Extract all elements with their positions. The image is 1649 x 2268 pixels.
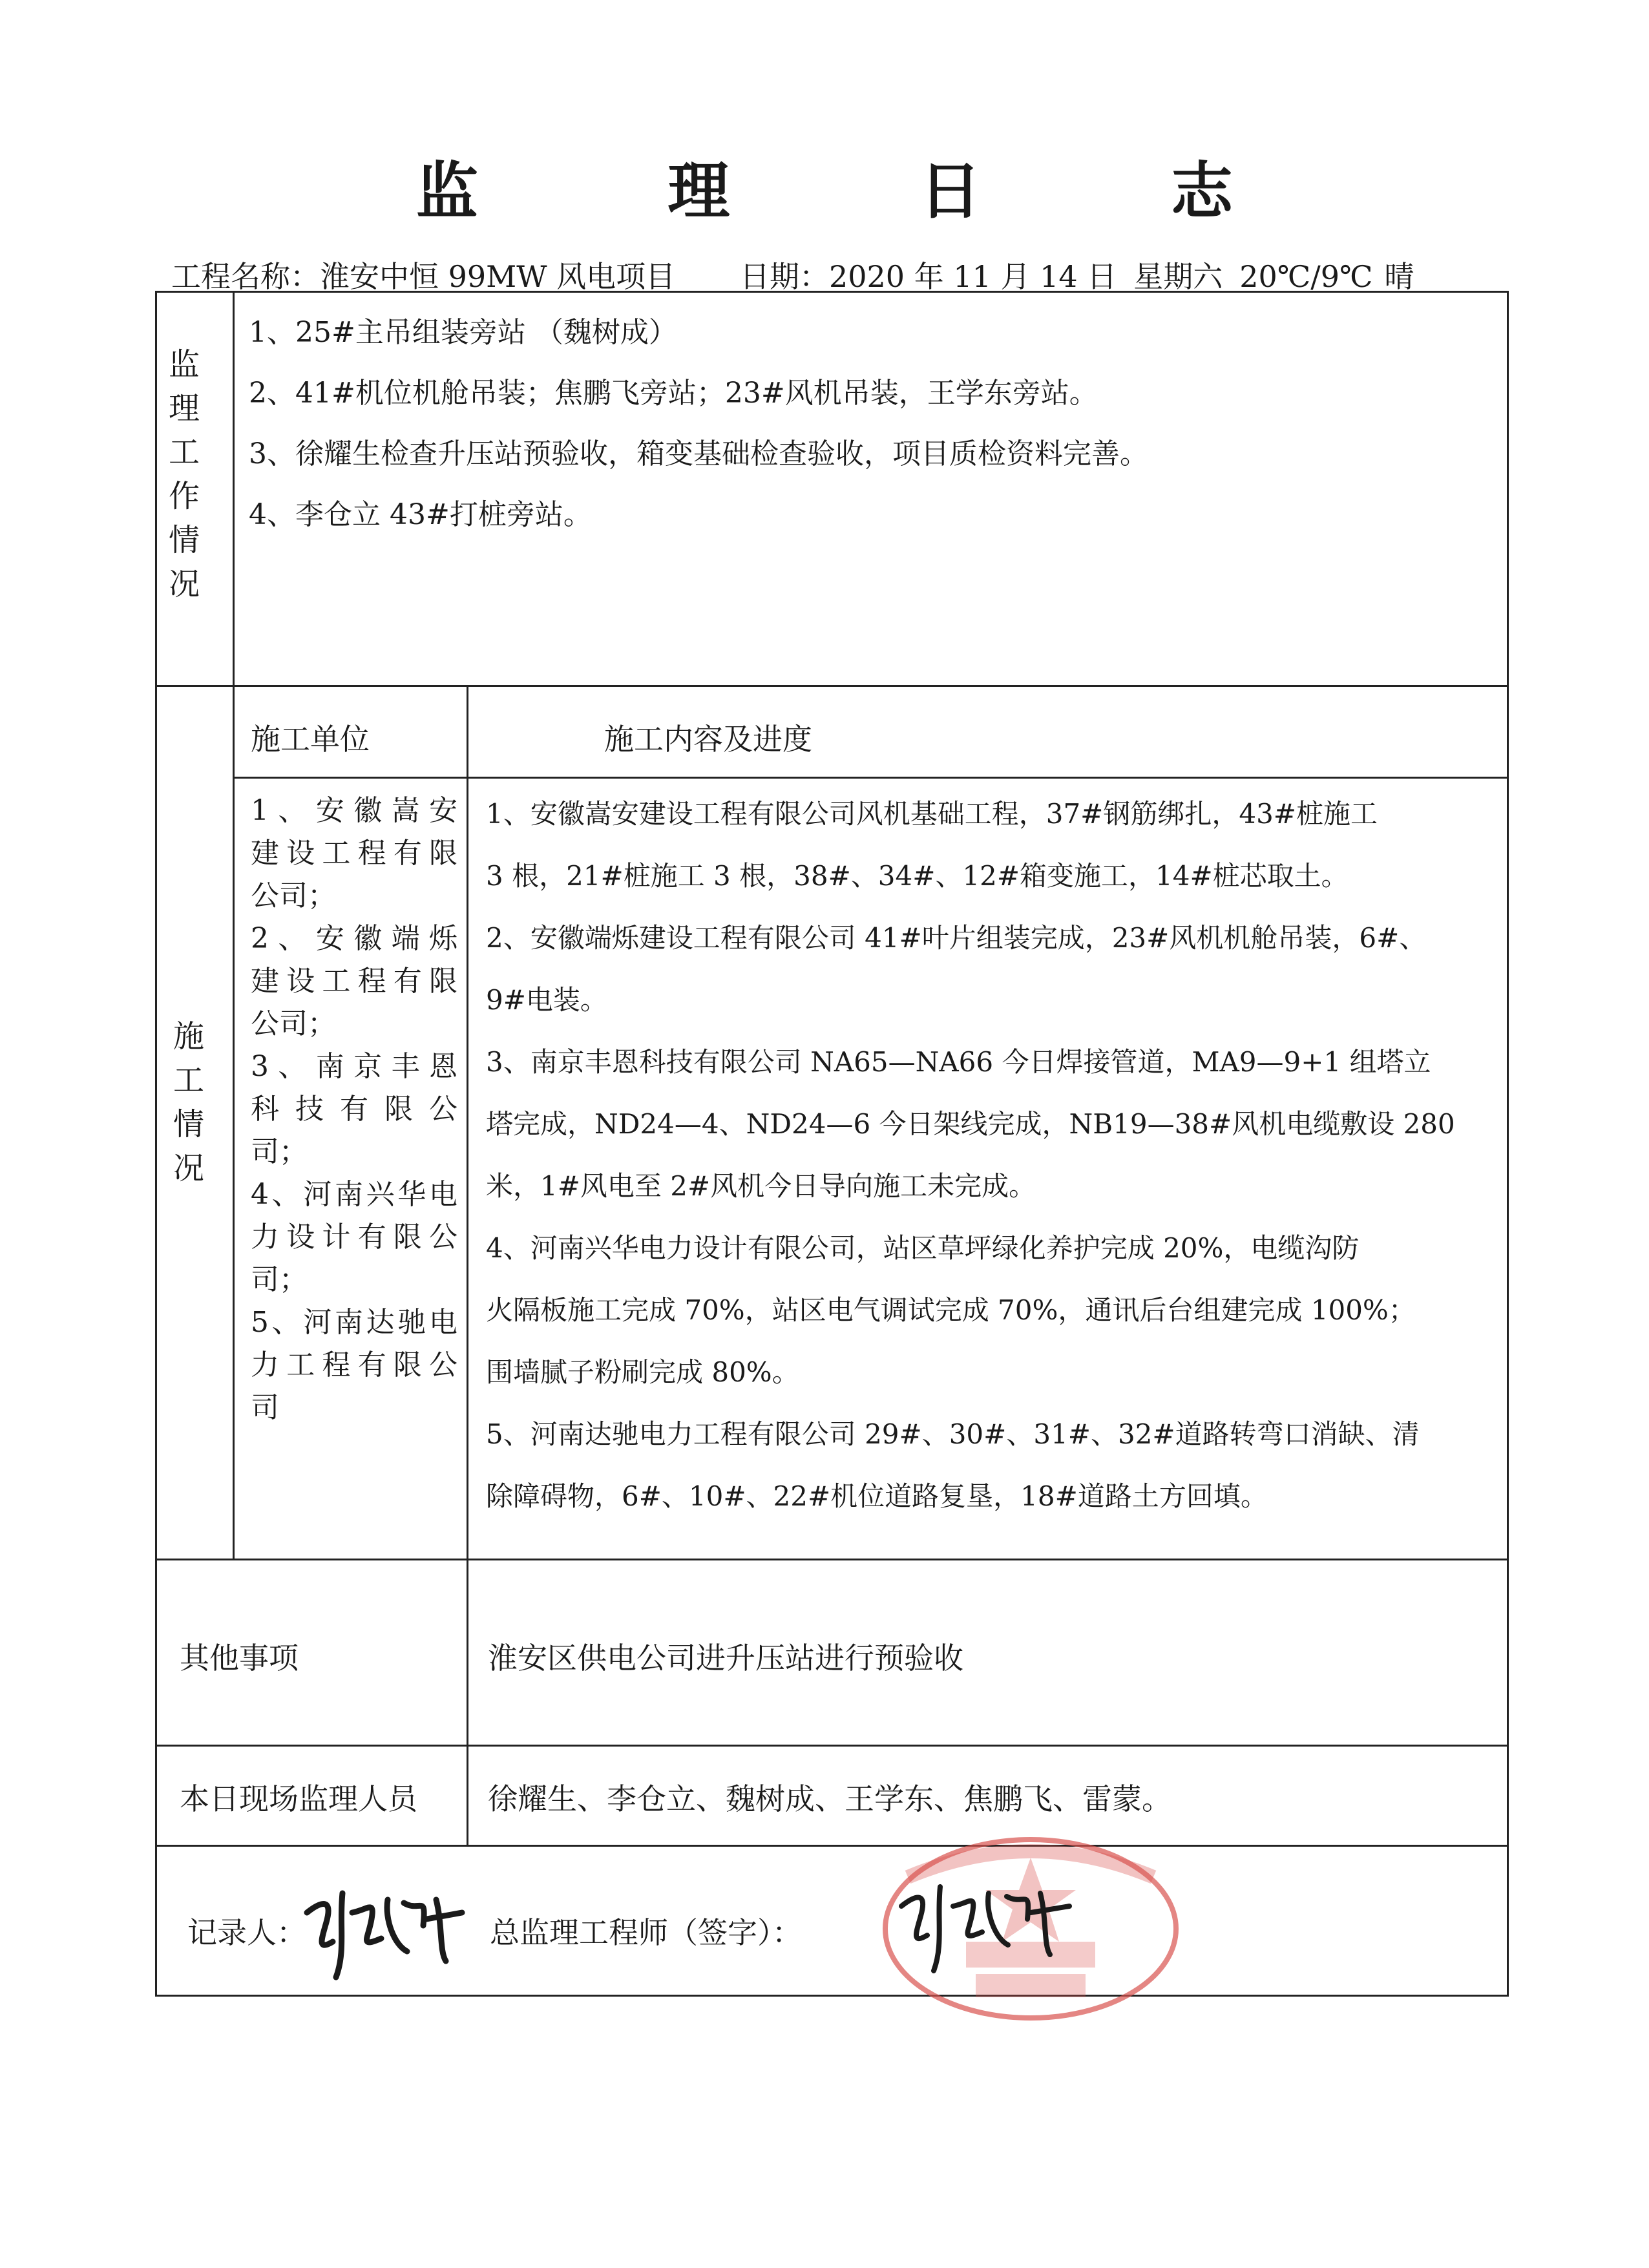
weekday: 星期六 (1133, 259, 1223, 294)
unit-line: 力工程有限公 (251, 1349, 457, 1381)
work-items (249, 302, 1148, 545)
chief-engineer-label: 总监理工程师（签字）： (490, 1915, 802, 1950)
project-info (171, 253, 675, 296)
work-item: 3、徐耀生检查升压站预验收，箱变基础检查验收，项目质检资料完善。 (249, 437, 1148, 470)
content-line: 1、安徽嵩安建设工程有限公司风机基础工程，37#钢筋绑扎，43#桩施工 (486, 798, 1378, 830)
unit-line: 司； (251, 1263, 308, 1296)
unit-line: 司 (251, 1391, 279, 1424)
content-line: 火隔板施工完成 70%，站区电气调试完成 70%，通讯后台组建完成 100%； (486, 1294, 1416, 1326)
work-item: 1、25#主吊组装旁站 （魏树成） (249, 316, 677, 349)
recorder-label: 记录人： (187, 1915, 306, 1950)
unit-line: 2、安徽端烁 (251, 922, 457, 955)
unit-line: 公司； (251, 879, 336, 912)
unit-line: 建设工程有限 (251, 837, 457, 870)
content-line: 除障碍物，6#、10#、22#机位道路复垦，18#道路土方回填。 (486, 1480, 1268, 1512)
work-item: 4、李仓立 43#打桩旁站。 (249, 498, 592, 531)
unit-line: 公司； (251, 1007, 336, 1040)
unit-line: 力设计有限公 (251, 1221, 457, 1254)
recorder-signature (297, 1874, 472, 1984)
content-line: 2、安徽端烁建设工程有限公司 41#叶片组装完成，23#风机机舱吊装，6#、 (486, 922, 1427, 954)
content-line: 米，1#风电至 2#风机今日导向施工未完成。 (486, 1170, 1036, 1202)
unit-line: 科技有限公 (251, 1093, 457, 1126)
unit-line: 司； (251, 1135, 308, 1168)
content-line: 9#电装。 (486, 984, 607, 1016)
work-item: 2、41#机位机舱吊装；焦鹏飞旁站；23#风机吊装，王学东旁站。 (249, 377, 1098, 410)
staff-content: 徐耀生、李仓立、魏树成、王学东、焦鹏飞、雷蒙。 (488, 1781, 1171, 1816)
divider (233, 777, 1509, 779)
content-line: 3、南京丰恩科技有限公司 NA65—NA66 今日焊接管道，MA9—9+1 组塔立 (486, 1046, 1431, 1078)
divider (467, 1559, 468, 1845)
project-name: 淮安中恒 99MW 风电项目 (320, 259, 676, 294)
divider (155, 1845, 1509, 1847)
column-header-content: 施工内容及进度 (604, 722, 812, 757)
other-content: 淮安区供电公司进升压站进行预验收 (488, 1641, 963, 1675)
content-line: 塔完成，ND24—4、ND24—6 今日架线完成，NB19—38#风机电缆敷设 280 (486, 1108, 1455, 1140)
date-info (740, 253, 1431, 296)
content-line: 围墙腻子粉刷完成 80%。 (486, 1356, 799, 1388)
work-section-label (165, 342, 204, 606)
unit-line: 建设工程有限 (251, 965, 457, 998)
work-label-text: 监理工作情况 (168, 346, 200, 602)
content-line: 4、河南兴华电力设计有限公司，站区草坪绿化养护完成 20%，电缆沟防 (486, 1232, 1360, 1264)
page-title: 监 理 日 志 (415, 155, 1318, 227)
unit-line: 1、安徽嵩安 (251, 794, 457, 827)
divider (155, 1559, 1509, 1560)
date-label: 日期： (740, 259, 829, 294)
chief-engineer-signature (892, 1867, 1086, 1977)
content-line: 5、河南达驰电力工程有限公司 29#、30#、31#、32#道路转弯口消缺、清 (486, 1418, 1420, 1450)
divider (155, 685, 1509, 687)
divider (233, 291, 235, 1559)
column-header-unit: 施工单位 (251, 722, 370, 757)
unit-line: 5、河南达驰电 (251, 1306, 457, 1339)
other-label: 其他事项 (180, 1641, 299, 1675)
date-value: 2020 年 11 月 14 日 (829, 259, 1117, 294)
construction-content (486, 783, 1500, 1528)
construction-section-label (169, 1014, 208, 1190)
divider (155, 1745, 1509, 1747)
staff-label: 本日现场监理人员 (180, 1781, 417, 1816)
temperature: 20℃/9℃ (1239, 259, 1373, 294)
construction-units (251, 790, 457, 1429)
construction-label-text: 施工情况 (173, 1018, 204, 1186)
content-line: 3 根，21#桩施工 3 根，38#、34#、12#箱变施工，14#桩芯取土。 (486, 860, 1349, 892)
project-label: 工程名称： (171, 259, 320, 294)
divider (467, 685, 468, 1559)
unit-line: 3、南京丰恩 (251, 1050, 457, 1083)
unit-line: 4、河南兴华电 (251, 1178, 457, 1211)
weather: 晴 (1384, 259, 1414, 294)
